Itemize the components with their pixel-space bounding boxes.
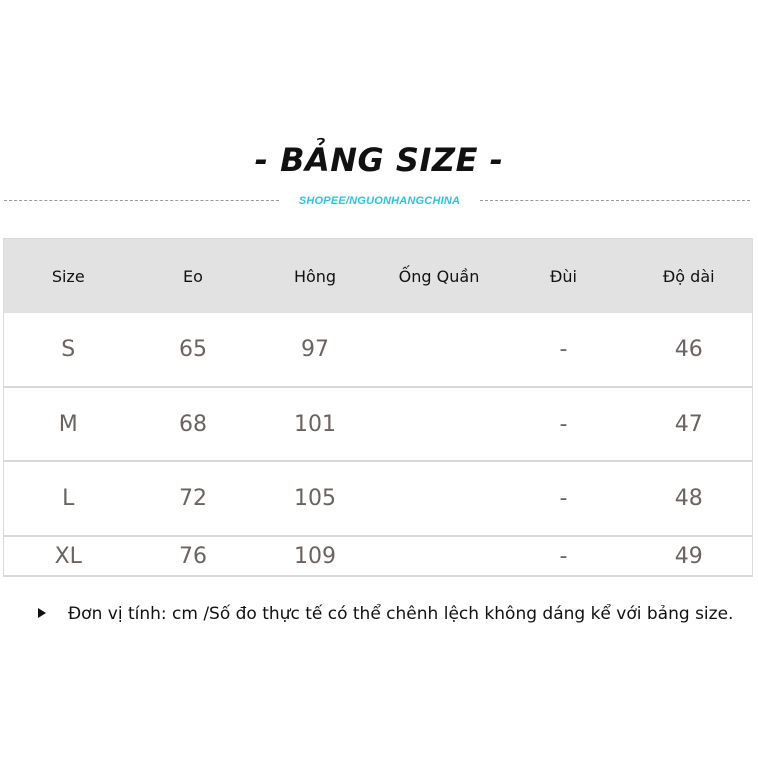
dui-cell: - <box>502 536 626 576</box>
do-dai-cell: 47 <box>626 387 753 461</box>
measurement-note <box>38 602 748 626</box>
table-row <box>4 387 753 461</box>
header-dui: Đùi <box>502 239 626 314</box>
table-row <box>4 313 753 387</box>
ong-quan-cell <box>377 536 502 576</box>
dotted-line-left <box>4 200 279 201</box>
note-text: Đơn vị tính: cm /Số đo thực tế có thể chênh lệch không dáng kể với bảng size. <box>68 604 734 624</box>
header-eo: Eo <box>133 239 254 314</box>
eo-cell: 68 <box>133 387 254 461</box>
header-hong: Hông <box>254 239 377 314</box>
dotted-line-right <box>480 200 750 201</box>
do-dai-cell: 49 <box>626 536 753 576</box>
header-ong-quan: Ống Quần <box>377 239 502 314</box>
size-cell: XL <box>4 536 133 576</box>
shop-subtitle: SHOPEE/NGUONHANGCHINA <box>298 195 461 207</box>
triangle-bullet-icon <box>38 608 46 618</box>
eo-cell: 76 <box>133 536 254 576</box>
size-cell: S <box>4 313 133 387</box>
table-header-row <box>4 239 753 314</box>
ong-quan-cell <box>377 387 502 461</box>
table-row <box>4 461 753 536</box>
table-row <box>4 536 753 576</box>
size-cell: M <box>4 387 133 461</box>
ong-quan-cell <box>377 313 502 387</box>
do-dai-cell: 46 <box>626 313 753 387</box>
hong-cell: 109 <box>254 536 377 576</box>
hong-cell: 101 <box>254 387 377 461</box>
dui-cell: - <box>502 313 626 387</box>
header-size: Size <box>4 239 133 314</box>
hong-cell: 105 <box>254 461 377 536</box>
hong-cell: 97 <box>254 313 377 387</box>
do-dai-cell: 48 <box>626 461 753 536</box>
size-cell: L <box>4 461 133 536</box>
subtitle-divider <box>0 190 758 212</box>
ong-quan-cell <box>377 461 502 536</box>
page-title: - BẢNG SIZE - <box>254 141 504 179</box>
dui-cell: - <box>502 461 626 536</box>
eo-cell: 65 <box>133 313 254 387</box>
header-do-dai: Độ dài <box>626 239 753 314</box>
size-table <box>3 238 753 577</box>
dui-cell: - <box>502 387 626 461</box>
eo-cell: 72 <box>133 461 254 536</box>
